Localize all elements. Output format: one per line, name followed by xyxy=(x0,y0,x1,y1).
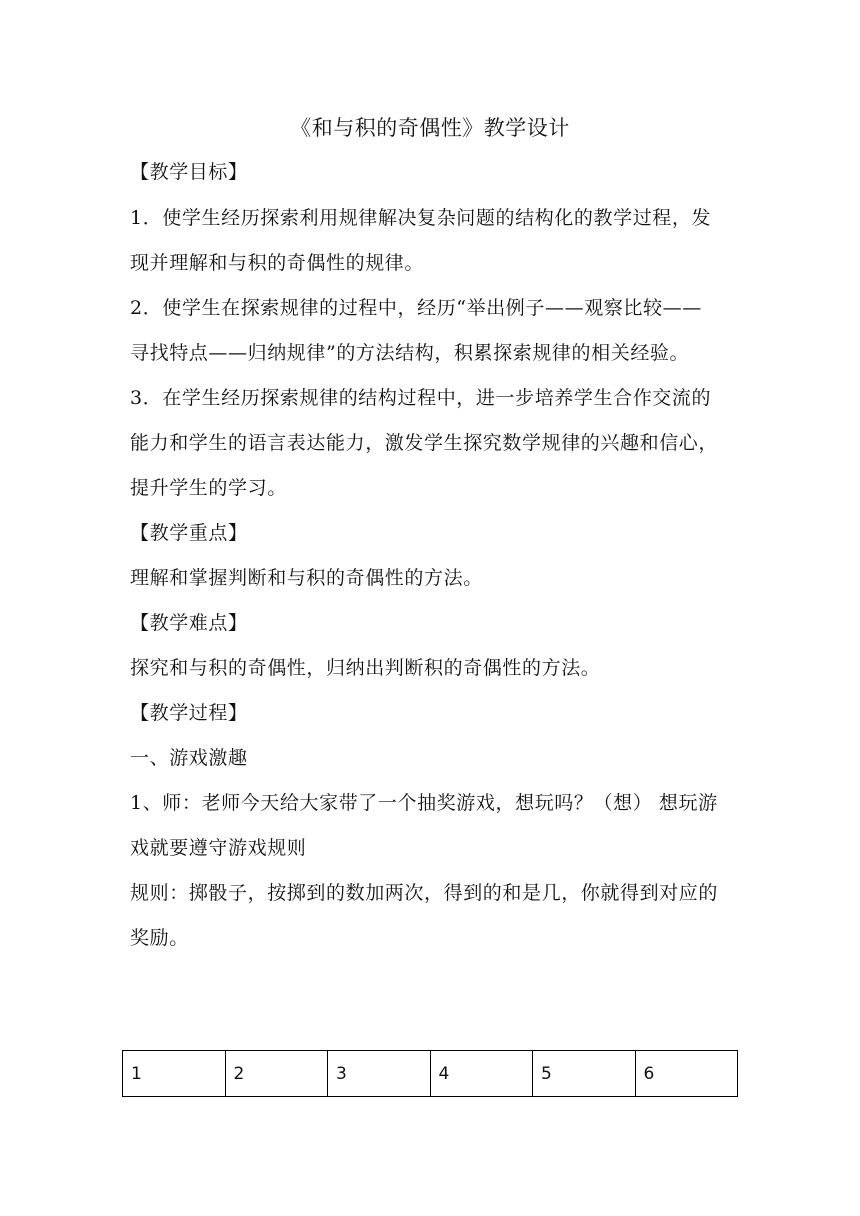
paragraph-line: 能力和学生的语言表达能力，激发学生探究数学规律的兴趣和信心， xyxy=(130,432,719,454)
paragraph-line: 理解和掌握判断和与积的奇偶性的方法。 xyxy=(130,567,483,589)
paragraph-line: 提升学生的学习。 xyxy=(130,477,287,499)
table-cell: 1 xyxy=(123,1051,226,1097)
paragraph-line: 现并理解和与积的奇偶性的规律。 xyxy=(130,252,425,274)
heading-difficulties: 【教学难点】 xyxy=(130,612,248,634)
heading-objectives: 【教学目标】 xyxy=(130,161,248,183)
paragraph-line: 探究和与积的奇偶性，归纳出判断积的奇偶性的方法。 xyxy=(130,657,601,679)
paragraph-line: 3．在学生经历探索规律的结构过程中，进一步培养学生合作交流的 xyxy=(130,387,712,409)
paragraph-line: 1．使学生经历探索利用规律解决复杂问题的结构化的教学过程，发 xyxy=(130,207,712,229)
paragraph-line: 奖励。 xyxy=(130,927,189,949)
table-cell: 3 xyxy=(328,1051,431,1097)
paragraph-line: 戏就要遵守游戏规则 xyxy=(130,837,307,859)
paragraph-line: 规则：掷骰子，按掷到的数加两次，得到的和是几，你就得到对应的 xyxy=(130,882,719,904)
dice-number-table xyxy=(122,1050,738,1097)
paragraph-line: 2．使学生在探索规律的过程中，经历“举出例子——观察比较—— xyxy=(130,297,702,319)
section-heading: 一、游戏激趣 xyxy=(130,747,248,769)
table-cell: 2 xyxy=(225,1051,328,1097)
table-cell: 6 xyxy=(635,1051,738,1097)
document-title: 《和与积的奇偶性》教学设计 xyxy=(290,116,570,140)
paragraph-line: 寻找特点——归纳规律”的方法结构，积累探索规律的相关经验。 xyxy=(130,342,690,364)
paragraph-line: 1、师：老师今天给大家带了一个抽奖游戏，想玩吗？（想） 想玩游 xyxy=(130,792,718,814)
table-cell: 4 xyxy=(430,1051,533,1097)
table-row xyxy=(123,1051,738,1097)
heading-key-points: 【教学重点】 xyxy=(130,522,248,544)
heading-process: 【教学过程】 xyxy=(130,702,248,724)
table-cell: 5 xyxy=(533,1051,636,1097)
